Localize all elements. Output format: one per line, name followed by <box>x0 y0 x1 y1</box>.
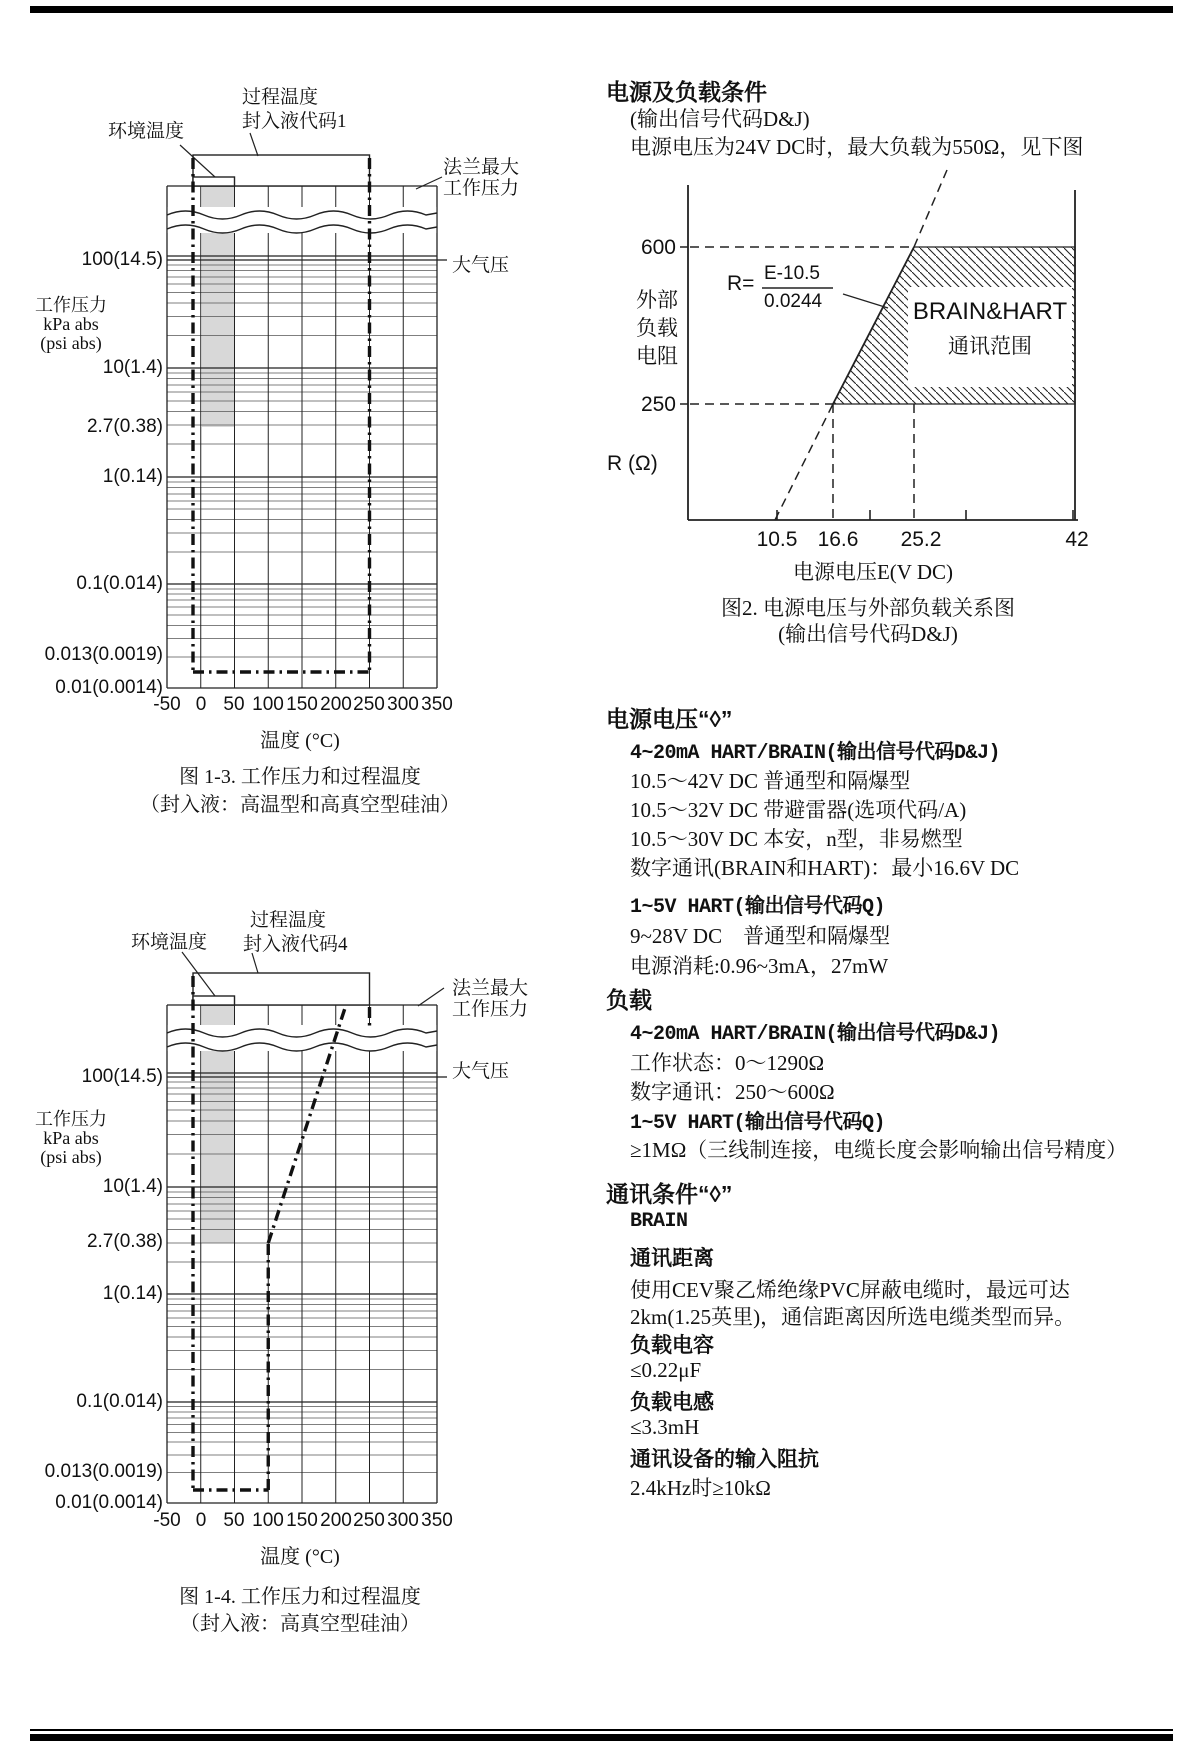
fig14-flange-label-2: 工作压力 <box>452 999 529 1020</box>
fig13-ambient-label: 环境温度 <box>108 121 185 142</box>
fig13-y-title-line2: kPa abs <box>43 314 99 334</box>
fig14-x-tick: 150 <box>286 1510 318 1531</box>
fig13-x-tick: 300 <box>387 694 419 715</box>
fig14-y-tick: 0.01(0.0014) <box>55 1492 163 1513</box>
supply-line-1: 4~20mA HART/BRAIN(输出信号代码D&J) <box>630 742 1001 765</box>
fig13-atmosphere-label: 大气压 <box>452 255 510 276</box>
fig13-x-tick: 350 <box>421 694 453 715</box>
supply-line-5: 数字通讯(BRAIN和HART)：最小16.6V DC <box>630 856 1020 880</box>
fig2-x-tick: 16.6 <box>817 528 859 551</box>
fig14-y-title-line3: (psi abs) <box>40 1147 102 1167</box>
fig13-caption-line2: （封入液：高温型和高真空型硅油） <box>140 794 460 816</box>
fig2-x-axis-title: 电源电压E(V DC) <box>792 560 954 584</box>
fig13-process-label-2: 封入液代码1 <box>242 111 347 132</box>
fig13-flange-label-1: 法兰最大 <box>443 157 520 178</box>
power-load-sub: (输出信号代码D&J) <box>630 107 810 131</box>
fig2-y-tick-600: 600 <box>640 236 676 259</box>
fig14-x-tick: 250 <box>353 1510 385 1531</box>
fig13-caption-line1: 图 1-3. 工作压力和过程温度 <box>179 766 421 788</box>
fig14-x-tick: 200 <box>320 1510 352 1531</box>
fig2-region-label-line1: BRAIN&HART <box>912 298 1068 325</box>
power-load-heading: 电源及负载条件 <box>606 79 767 105</box>
fig2-x-tick: 10.5 <box>756 528 798 551</box>
fig14-y-title-line1: 工作压力 <box>35 1109 107 1129</box>
load-line-4: 1~5V HART(输出信号代码Q) <box>630 1112 886 1135</box>
fig2-y-unit: R (Ω) <box>607 452 658 475</box>
fig13-x-tick: 0 <box>195 694 207 715</box>
fig13-y-tick: 2.7(0.38) <box>86 416 163 437</box>
fig14-y-tick: 100(14.5) <box>81 1066 163 1087</box>
fig14-plot <box>167 952 447 1503</box>
fig13-x-tick: 200 <box>320 694 352 715</box>
fig14-flange-label-1: 法兰最大 <box>452 978 529 999</box>
fig13-y-tick: 10(1.4) <box>102 357 163 378</box>
input-impedance-value: 2.4kHz时≥10kΩ <box>630 1476 771 1500</box>
fig13-y-tick: 0.1(0.014) <box>76 573 163 594</box>
comm-distance-body-2: 2km(1.25英里)，通信距离因所选电缆类型而异。 <box>630 1305 1076 1329</box>
fig2-x-tick: 25.2 <box>900 528 942 551</box>
fig14-y-tick: 1(0.14) <box>102 1283 163 1304</box>
load-line-3: 数字通讯：250～600Ω <box>630 1080 835 1104</box>
fig2-region-label-line2: 通讯范围 <box>948 334 1032 358</box>
comm-distance-heading: 通讯距离 <box>630 1247 714 1270</box>
fig2-formula-numerator: E-10.5 <box>764 263 820 284</box>
fig13-y-tick: 0.013(0.0019) <box>44 644 163 665</box>
fig14-x-tick: 50 <box>223 1510 245 1531</box>
fig13-x-tick: 50 <box>223 694 245 715</box>
fig13-x-axis-title: 温度 (°C) <box>260 730 340 752</box>
fig2-caption-line2: (输出信号代码D&J) <box>778 622 958 646</box>
load-capacitance-heading: 负载电容 <box>630 1334 714 1357</box>
fig2-y-label-line1: 外部 <box>636 288 678 312</box>
fig13-x-tick: -50 <box>153 694 181 715</box>
supply-voltage-heading: 电源电压“◊” <box>606 706 733 732</box>
fig14-y-tick: 0.013(0.0019) <box>44 1461 163 1482</box>
fig13-x-tick: 150 <box>286 694 318 715</box>
load-inductance-heading: 负载电感 <box>630 1391 714 1414</box>
fig2-y-label-line3: 电阻 <box>636 344 678 368</box>
fig14-x-tick: 350 <box>421 1510 453 1531</box>
power-load-body: 电源电压为24V DC时，最大负载为550Ω，见下图 <box>630 135 1084 159</box>
fig14-caption-line1: 图 1-4. 工作压力和过程温度 <box>179 1586 421 1608</box>
fig14-y-tick: 0.1(0.014) <box>76 1391 163 1412</box>
fig2-formula-denominator: 0.0244 <box>764 291 823 312</box>
fig14-y-tick: 10(1.4) <box>102 1176 163 1197</box>
fig13-y-tick: 100(14.5) <box>81 249 163 270</box>
load-heading: 负载 <box>606 987 652 1013</box>
load-line-2: 工作状态：0～1290Ω <box>630 1051 825 1075</box>
fig13-y-title-line1: 工作压力 <box>35 295 107 315</box>
supply-line-2: 10.5～42V DC 普通型和隔爆型 <box>630 769 911 793</box>
supply-line-7: 9~28V DC 普通型和隔爆型 <box>630 924 891 948</box>
load-line-1: 4~20mA HART/BRAIN(输出信号代码D&J) <box>630 1023 1001 1046</box>
fig14-caption-line2: （封入液：高真空型硅油） <box>180 1613 420 1635</box>
load-inductance-value: ≤3.3mH <box>630 1415 700 1439</box>
fig13-y-tick: 1(0.14) <box>102 466 163 487</box>
input-impedance-heading: 通讯设备的输入阻抗 <box>630 1448 819 1471</box>
comm-distance-body-1: 使用CEV聚乙烯绝缘PVC屏蔽电缆时，最远可达 <box>630 1278 1070 1302</box>
load-capacitance-value: ≤0.22μF <box>630 1358 702 1382</box>
fig13-y-axis-title <box>26 296 116 353</box>
fig14-y-title-line2: kPa abs <box>43 1128 99 1148</box>
fig14-process-label-1: 过程温度 <box>250 910 327 931</box>
fig2-x-tick: 42 <box>1065 528 1089 551</box>
fig14-x-axis-title: 温度 (°C) <box>260 1546 340 1568</box>
comm-line-brain: BRAIN <box>630 1210 688 1233</box>
supply-line-6: 1~5V HART(输出信号代码Q) <box>630 896 886 919</box>
fig2-y-label-line2: 负载 <box>636 316 678 340</box>
fig14-ambient-label: 环境温度 <box>131 932 208 953</box>
fig13-x-tick: 250 <box>353 694 385 715</box>
fig14-x-tick: 0 <box>195 1510 207 1531</box>
fig14-y-tick: 2.7(0.38) <box>86 1231 163 1252</box>
fig13-plot <box>167 133 447 688</box>
fig2-y-tick-250: 250 <box>640 393 676 416</box>
supply-line-3: 10.5～32V DC 带避雷器(选项代码/A) <box>630 798 967 822</box>
fig13-flange-label-2: 工作压力 <box>443 178 520 199</box>
fig14-x-tick: 100 <box>252 1510 284 1531</box>
supply-line-4: 10.5～30V DC 本安，n型，非易燃型 <box>630 827 963 851</box>
fig13-x-tick: 100 <box>252 694 284 715</box>
fig2-caption-line1: 图2. 电源电压与外部负载关系图 <box>721 596 1015 620</box>
fig14-x-tick: 300 <box>387 1510 419 1531</box>
fig13-y-title-line3: (psi abs) <box>40 333 102 353</box>
fig13-process-label-1: 过程温度 <box>242 87 319 108</box>
fig2-formula-prefix: R= <box>727 272 755 295</box>
fig14-process-label-2: 封入液代码4 <box>243 934 348 955</box>
fig13-y-tick: 0.01(0.0014) <box>55 677 163 698</box>
fig14-y-axis-title <box>26 1110 116 1167</box>
supply-line-8: 电源消耗:0.96~3mA，27mW <box>630 954 889 978</box>
fig14-x-tick: -50 <box>153 1510 181 1531</box>
comm-conditions-heading: 通讯条件“◊” <box>606 1181 733 1207</box>
fig14-atmosphere-label: 大气压 <box>452 1061 510 1082</box>
load-line-5: ≥1MΩ（三线制连接，电缆长度会影响输出信号精度） <box>630 1138 1128 1162</box>
